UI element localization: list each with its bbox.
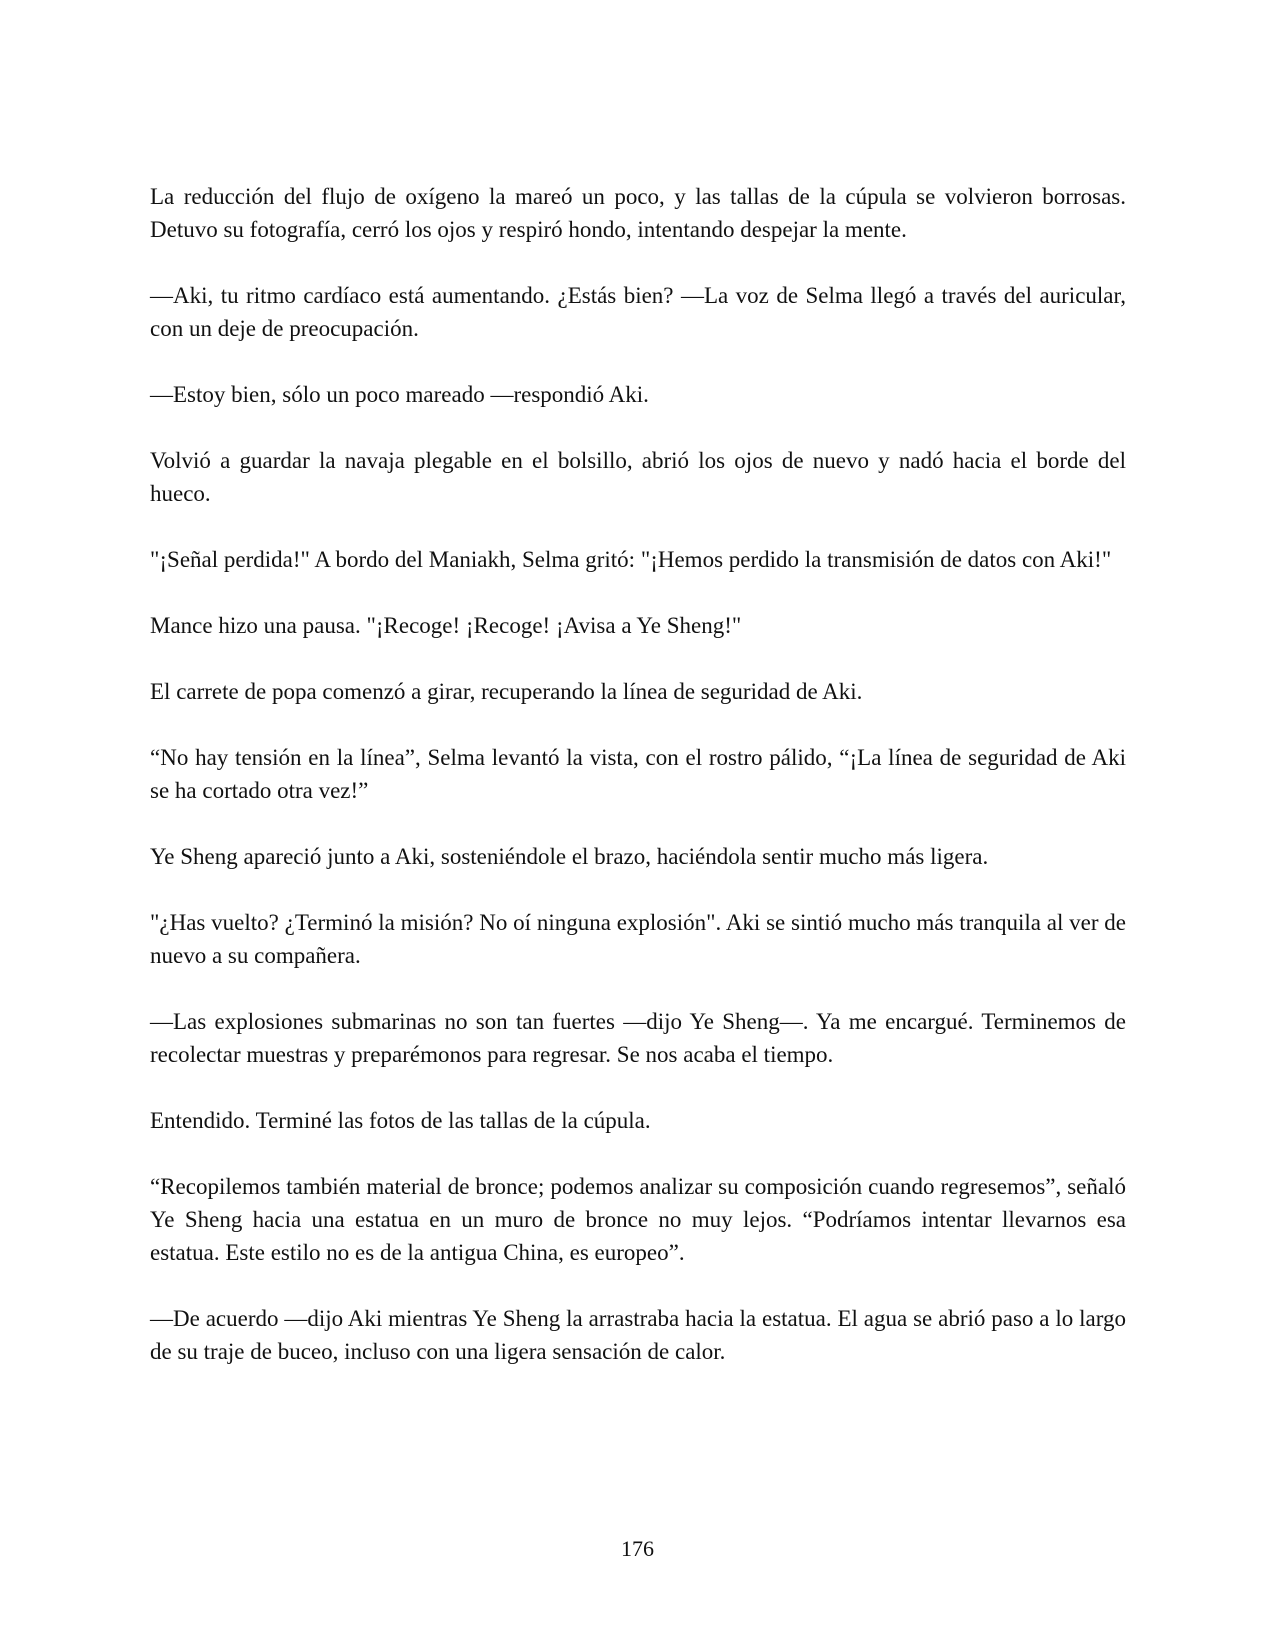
paragraph: Volvió a guardar la navaja plegable en el bolsillo, abrió los ojos de nuevo y nadó hacia el borde del hueco. bbox=[150, 448, 1126, 506]
paragraph: Ye Sheng apareció junto a Aki, sosteniéndole el brazo, haciéndola sentir mucho más ligera. bbox=[150, 844, 989, 869]
paragraph: “Recopilemos también material de bronce; podemos analizar su composición cuando regresemos”, señaló Ye Sheng hacia una estatua en un muro de bronce no muy lejos. “Podríamos intentar llevarnos esa estatua. Este estilo no es de la antigua China, es europeo”. bbox=[150, 1174, 1126, 1265]
paragraph: Entendido. Terminé las fotos de las tallas de la cúpula. bbox=[150, 1108, 651, 1133]
body-text bbox=[150, 180, 1126, 1401]
paragraph: “No hay tensión en la línea”, Selma levantó la vista, con el rostro pálido, “¡La línea de seguridad de Aki se ha cortado otra vez!” bbox=[150, 745, 1126, 803]
paragraph: Mance hizo una pausa. "¡Recoge! ¡Recoge! ¡Avisa a Ye Sheng!" bbox=[150, 613, 742, 638]
paragraph: La reducción del flujo de oxígeno la mareó un poco, y las tallas de la cúpula se volvieron borrosas. Detuvo su fotografía, cerró los ojos y respiró hondo, intentando despejar la mente. bbox=[150, 184, 1126, 242]
paragraph: —Las explosiones submarinas no son tan fuertes —dijo Ye Sheng—. Ya me encargué. Terminemos de recolectar muestras y preparémonos para regresar. Se nos acaba el tiempo. bbox=[150, 1009, 1126, 1067]
paragraph: —Estoy bien, sólo un poco mareado —respondió Aki. bbox=[150, 382, 649, 407]
paragraph: —Aki, tu ritmo cardíaco está aumentando. ¿Estás bien? —La voz de Selma llegó a través del auricular, con un deje de preocupación. bbox=[150, 283, 1126, 341]
paragraph: "¿Has vuelto? ¿Terminó la misión? No oí ninguna explosión". Aki se sintió mucho más tranquila al ver de nuevo a su compañera. bbox=[150, 910, 1126, 968]
paragraph: "¡Señal perdida!" A bordo del Maniakh, Selma gritó: "¡Hemos perdido la transmisión de datos con Aki!" bbox=[150, 547, 1112, 572]
page-number: 176 bbox=[621, 1536, 654, 1561]
paragraph: El carrete de popa comenzó a girar, recuperando la línea de seguridad de Aki. bbox=[150, 679, 863, 704]
paragraph: —De acuerdo —dijo Aki mientras Ye Sheng la arrastraba hacia la estatua. El agua se abrió paso a lo largo de su traje de buceo, incluso con una ligera sensación de calor. bbox=[150, 1306, 1126, 1364]
